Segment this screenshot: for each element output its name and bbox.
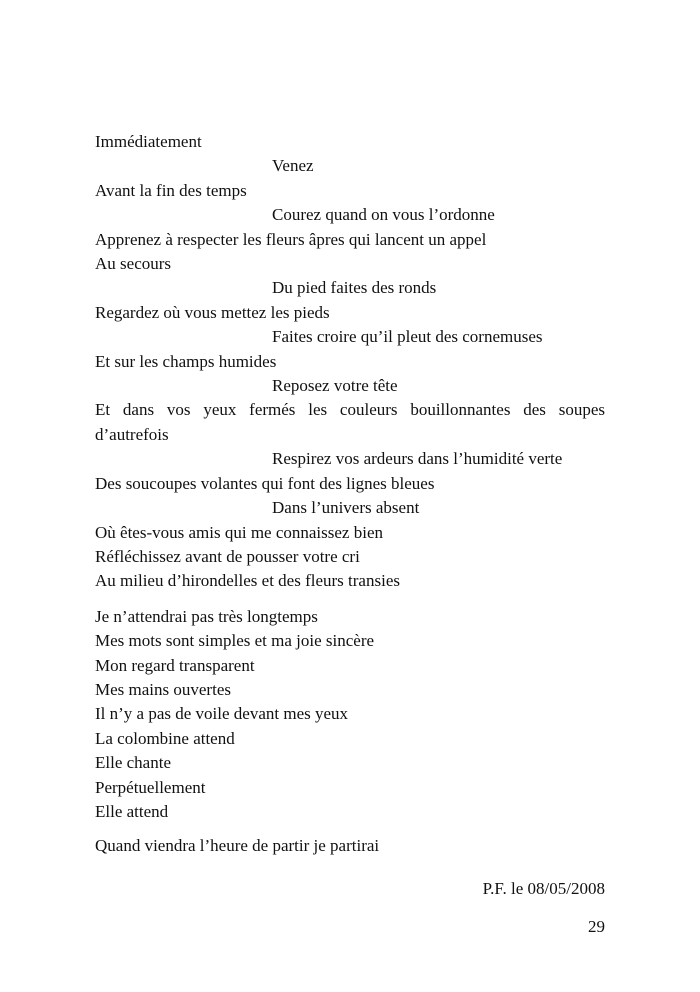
poem-line: Reposez votre tête [272,376,398,396]
poem-line: Perpétuellement [95,777,206,797]
poem-line: Courez quand on vous l’ordonne [272,205,495,225]
poem-line: Regardez où vous mettez les pieds [95,302,330,322]
poem-line: Au milieu d’hirondelles et des fleurs transies [95,571,400,591]
poem-line: Il n’y a pas de voile devant mes yeux [95,704,349,724]
poem-line: Des soucoupes volantes qui font des lignes bleues [95,473,435,493]
poem-line: Faites croire qu’il pleut des cornemuses [272,327,543,347]
stanza-divider [95,824,605,834]
poem-body [95,130,605,859]
poem-line: Quand viendra l’heure de partir je partirai [95,836,380,856]
poem-line: Du pied faites des ronds [272,278,437,298]
signature-date: P.F. le 08/05/2008 [482,879,605,898]
poem-line: Mon regard transparent [95,655,255,675]
poem-line: Elle chante [95,753,171,773]
poem-line: Où êtes-vous amis qui me connaissez bien [95,522,383,542]
poem-line: Mes mots sont simples et ma joie sincère [95,631,375,651]
poem-line: Venez [272,156,314,176]
poem-line: Dans l’univers absent [272,498,420,518]
poem-line: Mes mains ouvertes [95,679,231,699]
poem-line: Immédiatement [95,132,202,151]
poem-line: Je n’attendrai pas très longtemps [95,606,318,626]
poem-line: Au secours [95,254,172,274]
poem-line: La colombine attend [95,728,235,748]
stanza-2 [95,605,605,825]
poem-line: Réfléchissez avant de pousser votre cri [95,546,360,566]
stanza-1 [95,130,605,594]
poem-line: Elle attend [95,801,169,821]
stanza-divider [95,594,605,605]
poem-line: Et sur les champs humides [95,351,277,371]
page-number: 29 [588,917,605,936]
poem-line: Avant la fin des temps [95,180,247,200]
poem-line: Apprenez à respecter les fleurs âpres qui lancent un appel [95,229,487,249]
stanza-3 [95,834,605,858]
poem-line: Et dans vos yeux fermés les couleurs bouillonnantes des soupes d’autrefois [95,400,605,444]
poem-line: Respirez vos ardeurs dans l’humidité verte [272,449,563,469]
